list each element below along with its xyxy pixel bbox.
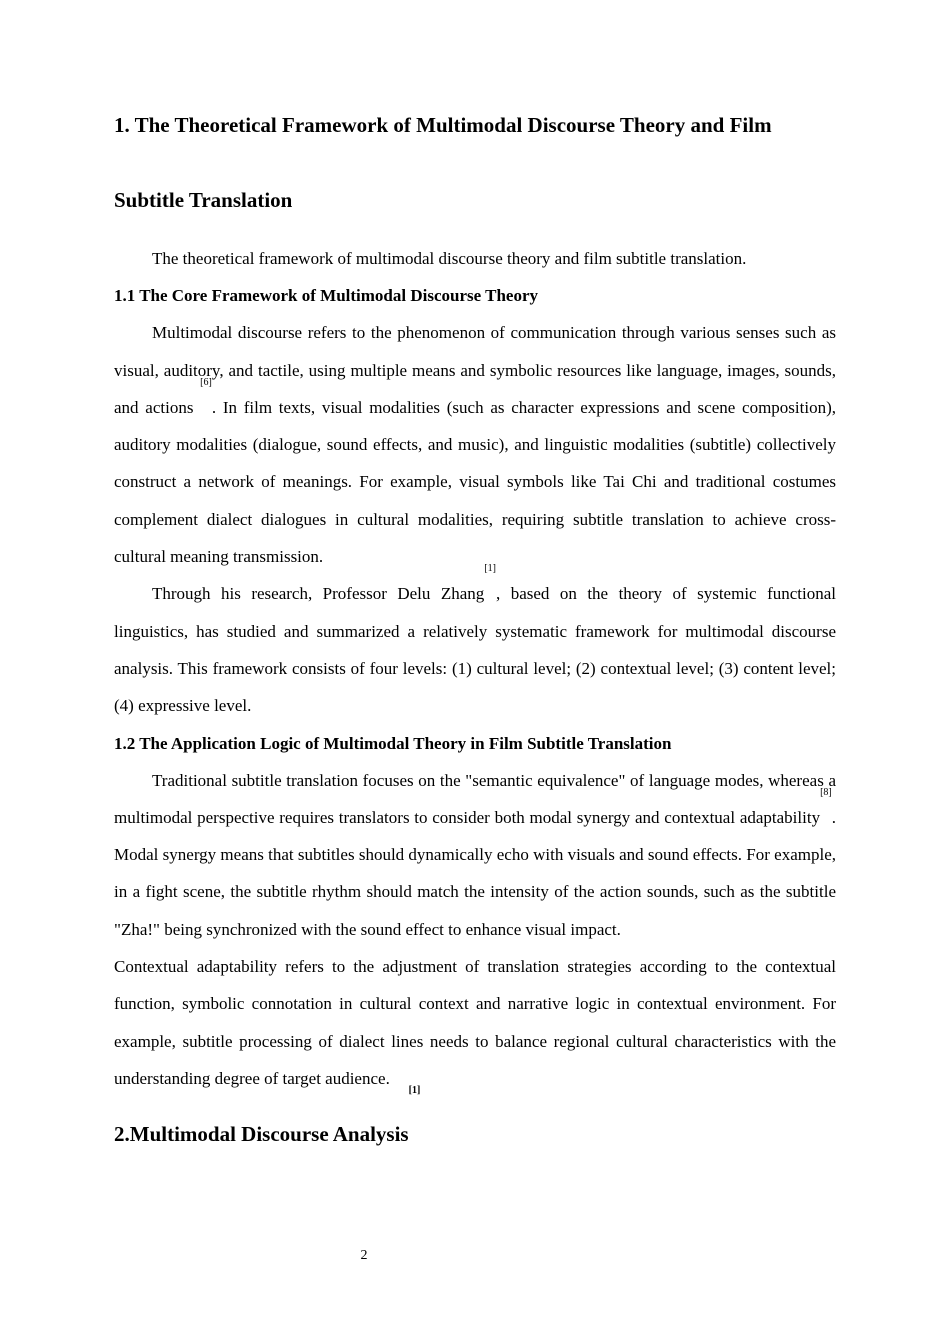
subsection-1-1-heading: 1.1 The Core Framework of Multimodal Discourse Theory (114, 286, 539, 306)
section-2-heading-text: 2.Multimodal Discourse Analysis (114, 1122, 409, 1147)
citation-ref-6: [6] (200, 376, 212, 388)
paragraph-text: Through his research, Professor Delu Zhang (152, 584, 485, 604)
section-2-heading (114, 1085, 836, 1172)
citation-ref-1: [1] (408, 1085, 421, 1097)
subsection-1-2-paragraph-2: Contextual adaptability refers to the adjustment of translation strategies according to the contextual function, symbolic connotation in cultural context and narrative logic in contextual environment. For example, subtitle processing of dialect lines needs to balance regional cultural characteristics with the understanding degree of target audience. (114, 957, 836, 1088)
citation-ref-1: [1] (484, 563, 496, 575)
section-1-heading (114, 88, 836, 238)
citation-ref-8: [8] (820, 786, 832, 798)
paragraph-text: Traditional subtitle translation focuses on the "semantic equivalence" of language modes, whereas a multimodal perspective requires translators to consider both modal synergy and contextual adaptability (114, 770, 836, 827)
paragraph-text: . Modal synergy means that subtitles should dynamically echo with visuals and sound effects. For example, in a fight scene, the subtitle rhythm should match the intensity of the action sounds, such as the subtitle "Zha!" being synchronized with the sound effect to enhance visual impact. (114, 807, 836, 939)
section-1-intro: The theoretical framework of multimodal discourse theory and film subtitle translation. (152, 249, 747, 268)
section-1-heading-line-1: 1. The Theoretical Framework of Multimodal Discourse Theory and Film (114, 113, 772, 137)
subsection-1-1-paragraph-2 (114, 563, 836, 724)
paragraph-text: , based on the theory of systemic functional linguistics, has studied and summarized a relatively systematic framework for multimodal discourse analysis. This framework consists of four levels: (1) cultural level; (2) contextual level; (3) content level; (4) expressive level. (114, 584, 836, 716)
paragraph-text: . In film texts, visual modalities (such as character expressions and scene composition), auditory modalities (dialogue, sound effects, and music), and linguistic modalities (subtitle) collectively construct a network of meanings. For example, visual symbols like Tai Chi and traditional costumes complement dialect dialogues in cultural modalities, requiring subtitle translation to achieve cross-cultural meaning transmission. (114, 397, 836, 567)
subsection-1-2-paragraph-1 (114, 762, 836, 948)
page-number: 2 (360, 1248, 368, 1263)
page-content (114, 108, 836, 1172)
subsection-1-1-paragraph-1 (114, 314, 836, 575)
paragraph-text: Multimodal discourse refers to the phenomenon of communication through various senses such as visual, auditory, and tactile, using multiple means and symbolic resources like language, images, sounds, and actions (114, 323, 836, 417)
subsection-1-2-heading: 1.2 The Application Logic of Multimodal Theory in Film Subtitle Translation (114, 733, 672, 753)
section-1-heading-line-2: Subtitle Translation (114, 188, 293, 212)
